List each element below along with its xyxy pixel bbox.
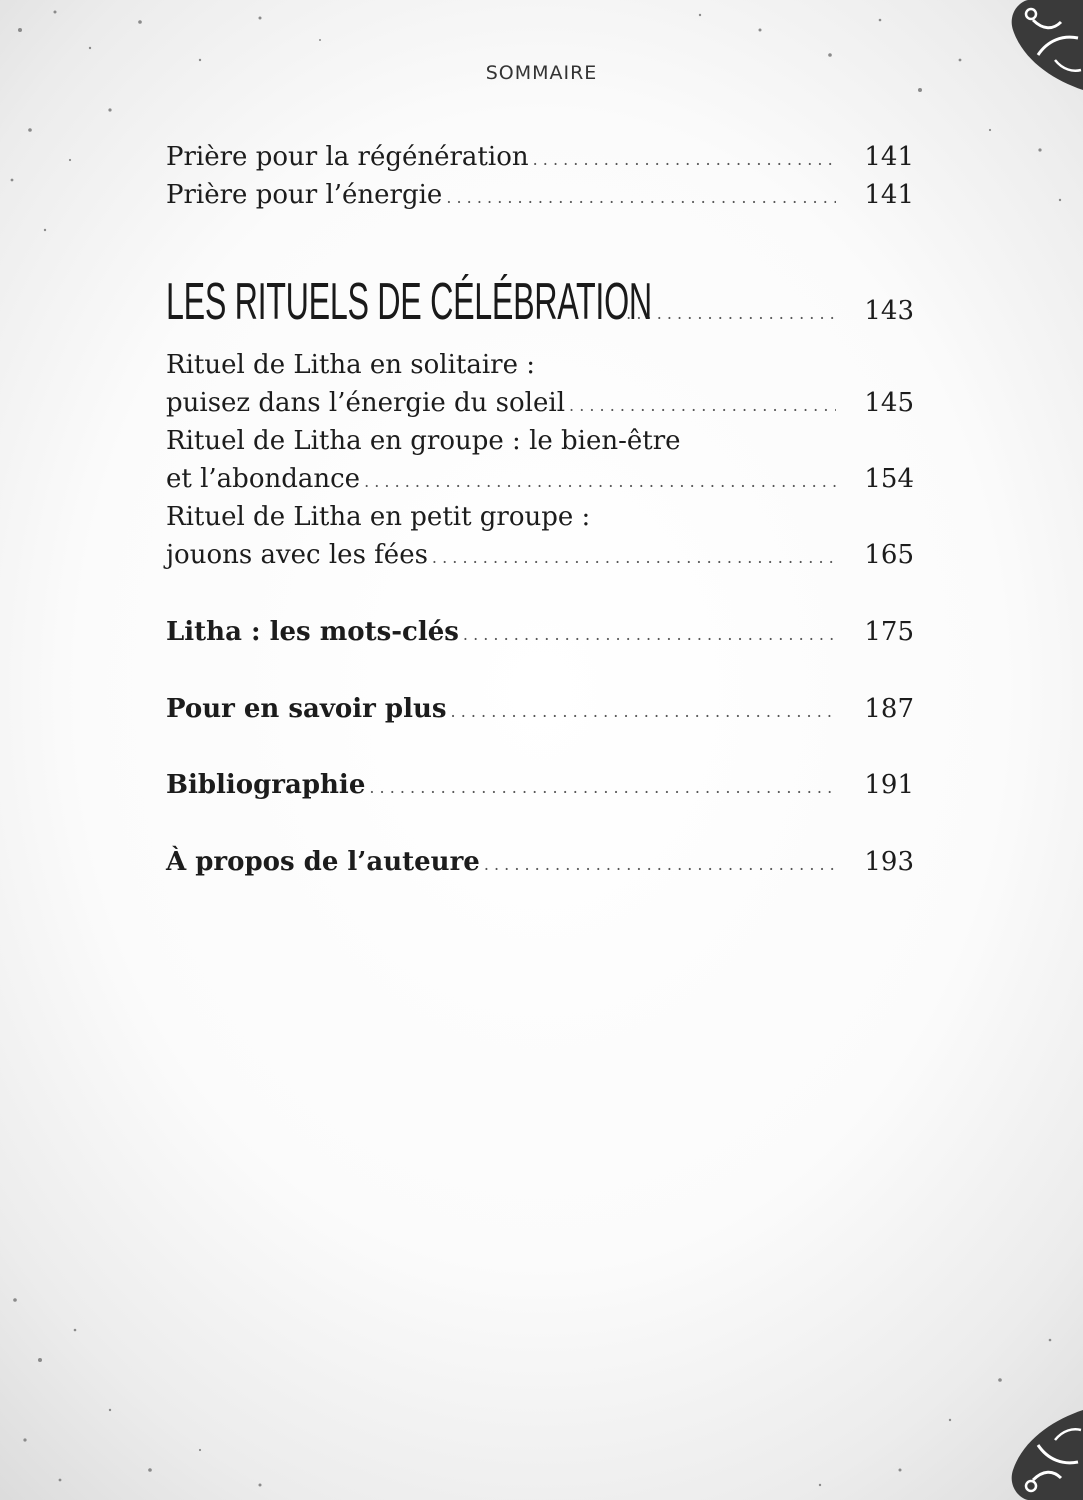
section-heading[interactable] [166, 272, 914, 332]
toc-entry[interactable] [166, 843, 914, 884]
toc-entry[interactable] [166, 176, 914, 217]
toc-entry-page: 191 [864, 770, 914, 800]
dot-leader [533, 141, 836, 179]
section-heading-page: 143 [864, 296, 914, 326]
toc-entry-title: Prière pour la régénération [166, 142, 529, 172]
toc-entry-title-line2: jouons avec les fées [166, 540, 428, 570]
toc-entry[interactable] [166, 498, 914, 577]
toc-entry[interactable] [166, 766, 914, 807]
toc-entry-title-line1: Rituel de Litha en petit groupe : [166, 502, 591, 532]
toc-entry-title-line1: Rituel de Litha en solitaire : [166, 350, 536, 380]
toc-entry-title-line2: et l’abondance [166, 464, 361, 494]
toc-entry[interactable] [166, 690, 914, 731]
toc-entry-page: 165 [864, 540, 914, 570]
toc-entry[interactable] [166, 346, 914, 425]
dot-leader [369, 769, 836, 807]
floral-ornament-icon [993, 1410, 1083, 1500]
toc-entry-title-line1: Rituel de Litha en groupe : le bien-être [166, 426, 681, 456]
toc-entry-page: 154 [864, 464, 914, 494]
toc-entry-title: Pour en savoir plus [166, 694, 447, 724]
page-header: SOMMAIRE [485, 62, 598, 84]
speckle-texture-top [0, 0, 1083, 260]
toc-entry[interactable] [166, 138, 914, 179]
toc-entry[interactable] [166, 613, 914, 654]
section-heading-title: LES RITUELS DE CÉLÉBRATION [166, 273, 652, 331]
dot-leader [446, 179, 836, 217]
toc-entry-page: 187 [864, 694, 914, 724]
dot-leader [484, 846, 836, 884]
dot-leader [432, 539, 836, 577]
toc-entry-title: À propos de l’auteure [166, 847, 480, 877]
dot-leader [451, 693, 836, 731]
dot-leader [463, 616, 836, 654]
toc-entry-title: Prière pour l’énergie [166, 180, 443, 210]
toc-entry-title-line2: puisez dans l’énergie du soleil [166, 388, 566, 418]
toc-entry-title: Litha : les mots-clés [166, 617, 459, 647]
toc-entry-page: 175 [864, 617, 914, 647]
dot-leader [364, 463, 836, 501]
dot-leader [569, 387, 836, 425]
toc-entry-page: 193 [864, 847, 914, 877]
toc-entry-page: 141 [864, 142, 914, 172]
toc-entry-page: 145 [864, 388, 914, 418]
toc-entry[interactable] [166, 422, 914, 501]
toc-entry-page: 141 [864, 180, 914, 210]
speckle-texture-bottom [0, 1240, 1083, 1500]
toc-entry-title: Bibliographie [166, 770, 366, 800]
